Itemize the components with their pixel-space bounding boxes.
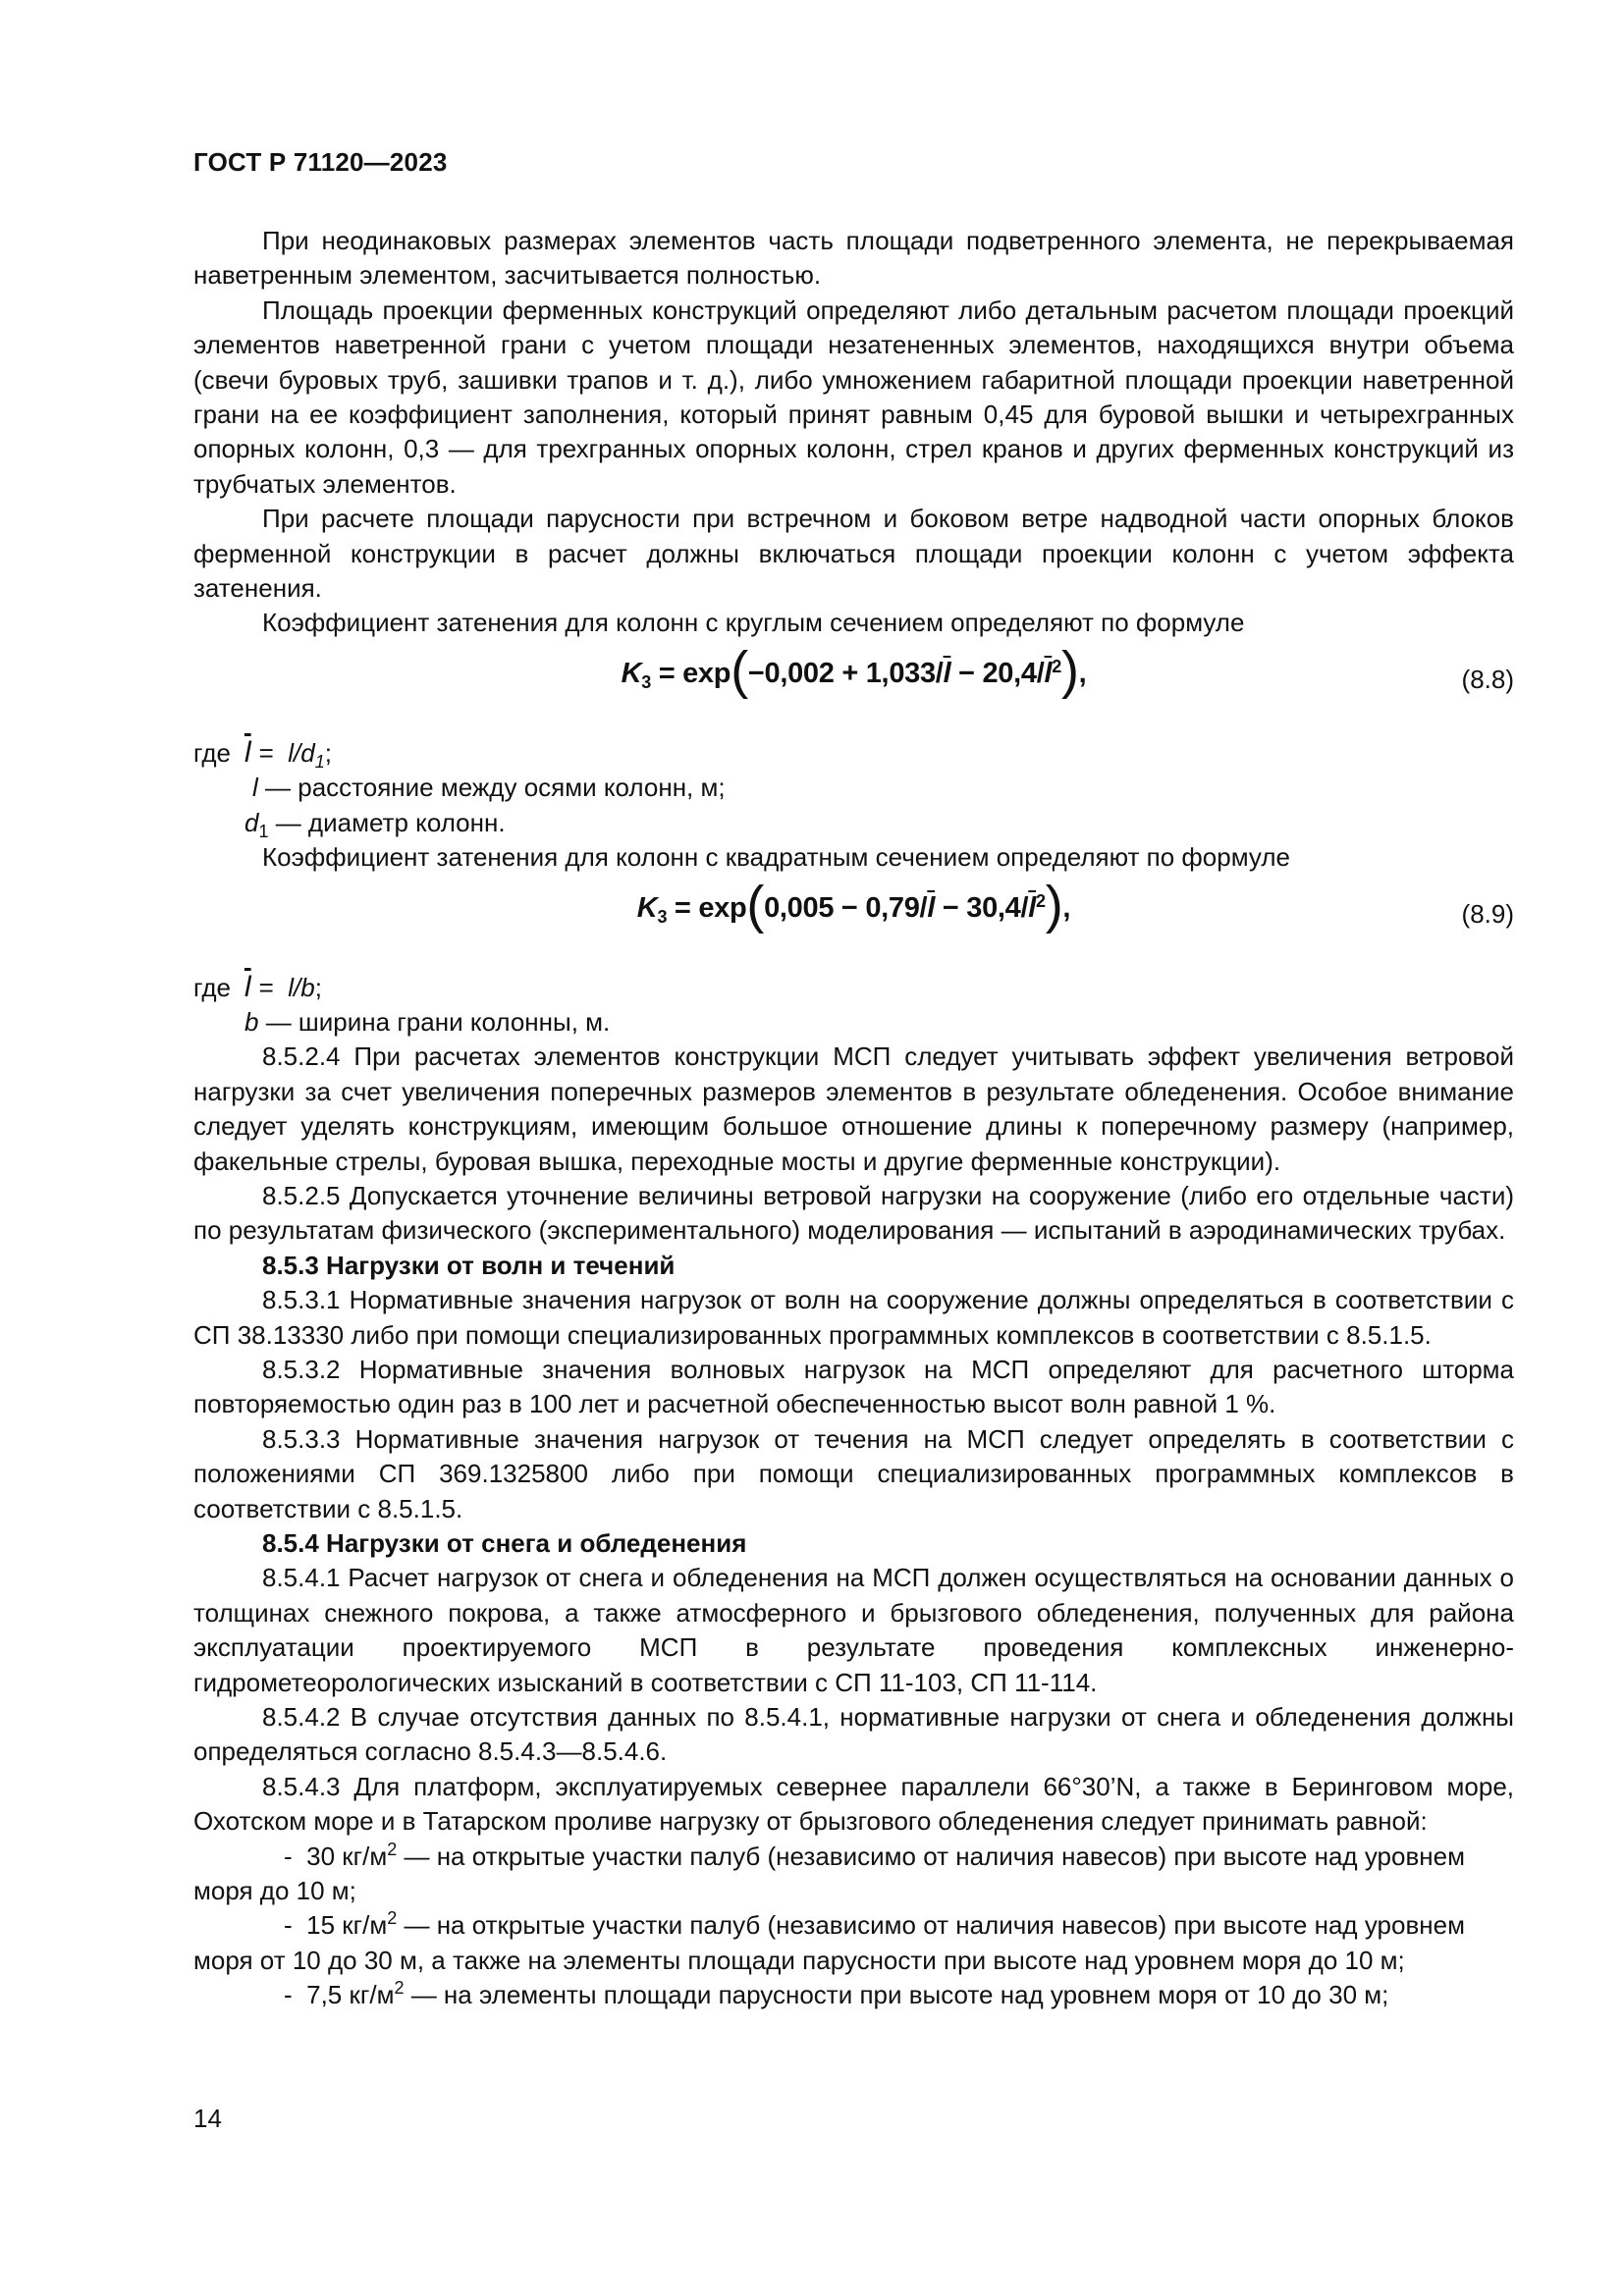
- paragraph: 8.5.2.4 При расчетах элементов конструкции МСП следует учитывать эффект увеличения ветровой нагрузки за счет увеличения поперечных размеров элементов в результате обледенения. Особое внимание следует уделять конструкциям, имеющим большое отношение длины к поперечному размеру (например, факельные стрелы, буровая вышка, переходные мосты и другие ферменные конструкции).: [193, 1041, 1514, 1176]
- symbol-definition: b — ширина грани колонны, м.: [244, 1006, 611, 1037]
- formula-expression: $K_3 = \exp(-0,002 + 1,033/\overline{l} - 20,4/\overline{l}^2)$,: [621, 640, 1087, 700]
- paragraph: 8.5.3.1 Нормативные значения нагрузок от волн на сооружение должны определяться в соответствии с СП 38.13330 либо при помощи специализированных программных комплексов в соответствии с 8.5.1.5.: [193, 1285, 1514, 1350]
- paragraph: 8.5.4.2 В случае отсутствия данных по 8.5.4.1, нормативные нагрузки от снега и обледенения должны определяться согласно 8.5.4.3—8.5.4.6.: [193, 1702, 1514, 1767]
- formula-number: (8.8): [1461, 664, 1514, 694]
- symbol-definition: $d_1$ — диаметр колонн.: [244, 807, 506, 841]
- paragraph: 8.5.3.3 Нормативные значения нагрузок от течения на МСП следует определять в соответствии с положениями СП 369.1325800 либо при помощи специализированных программных комплексов в соответствии с 8.5.1.5.: [193, 1423, 1514, 1523]
- paragraph: 8.5.3.2 Нормативные значения волновых нагрузок на МСП определяют для расчетного шторма повторяемостью один раз в 100 лет и расчетной обеспеченностью высот волн равной 1 %.: [193, 1354, 1514, 1419]
- formula-8-8: [193, 640, 1514, 729]
- section-heading: 8.5.3 Нагрузки от волн и течений: [262, 1250, 676, 1280]
- paragraph: 8.5.4.3 Для платформ, эксплуатируемых севернее параллели 66°30’N, а также в Беринговом море, Охотском море и в Татарском проливе нагрузку от брызгового обледенения следует принимать равной:: [193, 1771, 1514, 1837]
- list-item-continuation: моря от 10 до 30 м, а также на элементы площади парусности при высоте над уровнем моря до 10 м;: [193, 1945, 1405, 1975]
- document-body: [193, 224, 1514, 2013]
- formula-expression: $K_3 = \exp(0,005 - 0,79/\overline{l} - 30,4/\overline{l}^2)$,: [636, 875, 1071, 934]
- symbol-definition: l — расстояние между осями колонн, м;: [252, 773, 726, 803]
- document-header: ГОСТ Р 71120—2023: [193, 147, 448, 177]
- formula-8-9: [193, 875, 1514, 964]
- where-clause: где $\overline{l} = l/d_1$;: [193, 735, 332, 772]
- paragraph: При расчете площади парусности при встречном и боковом ветре надводной части опорных блоков ферменной конструкции в расчет должны включаться площади проекции колонн с учетом эффекта затенения.: [193, 504, 1514, 604]
- paragraph: Коэффициент затенения для колонн с круглым сечением определяют по формуле: [262, 608, 1245, 638]
- list-item: - 30 $кг/м^2$ — на открытые участки палуб (независимо от наличия навесов) при высоте над уровнем: [284, 1839, 1465, 1871]
- list-item-continuation: моря до 10 м;: [193, 1876, 356, 1906]
- formula-number: (8.9): [1461, 898, 1514, 929]
- paragraph: Коэффициент затенения для колонн с квадратным сечением определяют по формуле: [262, 842, 1290, 873]
- section-heading: 8.5.4 Нагрузки от снега и обледенения: [262, 1528, 747, 1558]
- paragraph: 8.5.4.1 Расчет нагрузок от снега и обледенения на МСП должен осуществляться на основании данных о толщинах снежного покрова, а также атмосферного и брызгового обледенения, полученных для района эксплуатации проектируемого МСП в результате проведения комплексных инженерно-гидрометеорологических изысканий в соответствии с СП 11-103, СП 11-114.: [193, 1563, 1514, 1697]
- paragraph: 8.5.2.5 Допускается уточнение величины ветровой нагрузки на сооружение (либо его отдельные части) по результатам физического (экспериментального) моделирования — испытаний в аэродинамических трубах.: [193, 1180, 1514, 1246]
- paragraph: Площадь проекции ферменных конструкций определяют либо детальным расчетом площади проекций элементов наветренной грани с учетом площади незатененных элементов, находящихся внутри объема (свечи буровых труб, зашивки трапов и т. д.), либо умножением габаритной площади проекции наветренной грани на ее коэффициент заполнения, который принят равным 0,45 для буровой вышки и четырехгранных опорных колонн, 0,3 — для трехгранных опорных колонн, стрел кранов и других ферменных конструкций из трубчатых элементов.: [193, 294, 1514, 499]
- list-item: - 7,5 $кг/м^2$ — на элементы площади парусности при высоте над уровнем моря от 10 до 30 м;: [284, 1978, 1389, 2010]
- paragraph: При неодинаковых размерах элементов часть площади подветренного элемента, не перекрываемая наветренным элементом, засчитывается полностью.: [193, 226, 1514, 291]
- page-number: 14: [193, 2104, 222, 2133]
- where-clause: где $\overline{l} = l/b$;: [193, 970, 322, 1003]
- list-item: - 15 $кг/м^2$ — на открытые участки палуб (независимо от наличия навесов) при высоте над уровнем: [284, 1908, 1465, 1941]
